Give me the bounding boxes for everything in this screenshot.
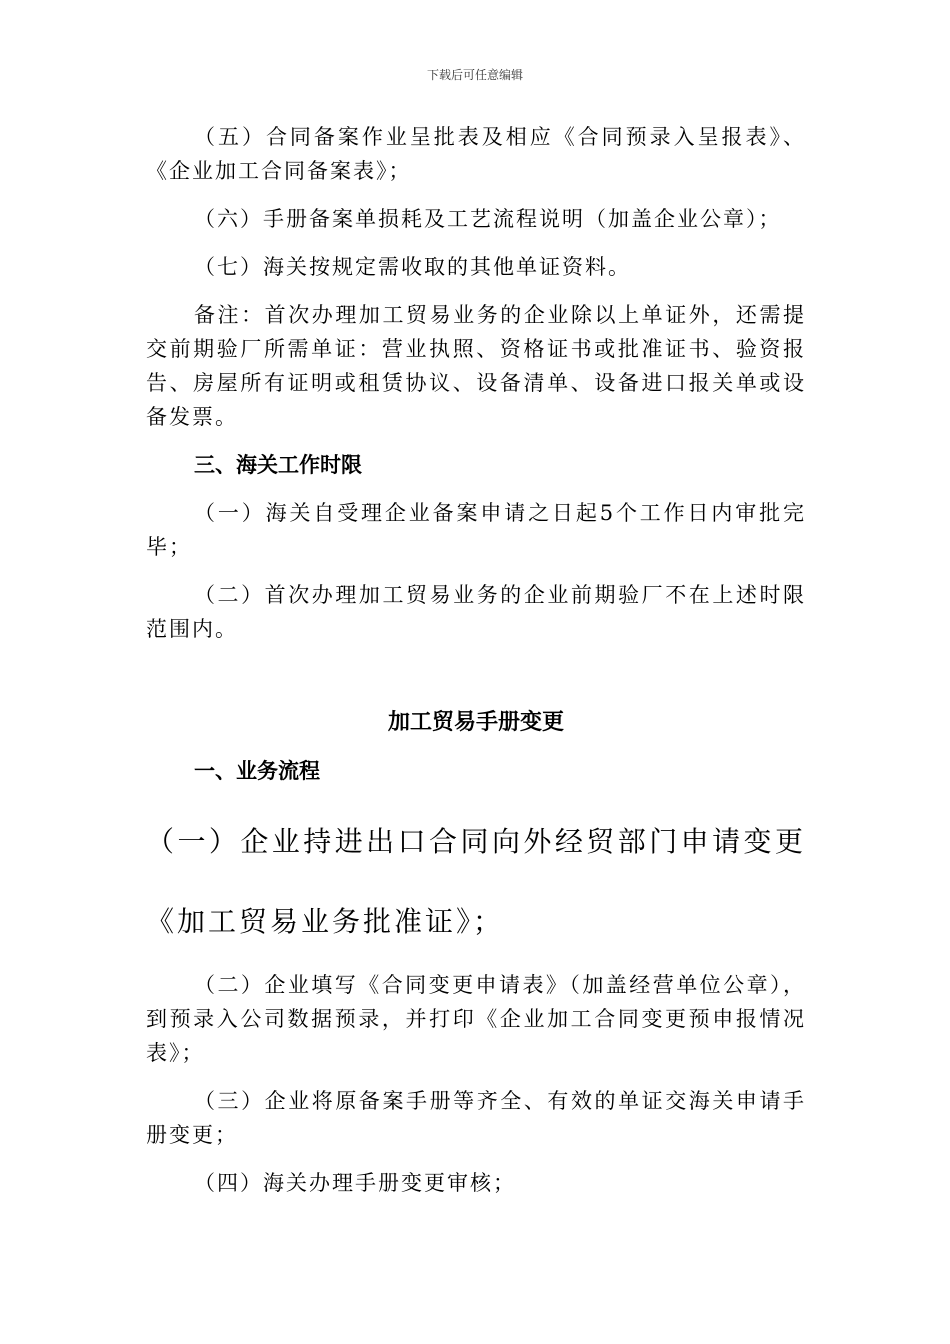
process-item-4: （四）海关办理手册变更审核； bbox=[194, 1171, 516, 1195]
process-item-1: （一）企业持进出口合同向外经贸部门申请变更《加工贸易业务批准证》； bbox=[146, 825, 806, 938]
paragraph-item-5: （五）合同备案作业呈批表及相应《合同预录入呈报表》、《企业加工合同备案表》； bbox=[146, 125, 806, 183]
section-heading-time-limit: 三、海关工作时限 bbox=[194, 453, 362, 477]
paragraph-item-6: （六）手册备案单损耗及工艺流程说明（加盖企业公章）； bbox=[194, 207, 782, 231]
section-heading-process: 一、业务流程 bbox=[194, 759, 320, 783]
page-header: 下载后可任意编辑 bbox=[426, 68, 523, 82]
paragraph-item-7: （七）海关按规定需收取的其他单证资料。 bbox=[194, 255, 631, 279]
process-item-3: （三）企业将原备案手册等齐全、有效的单证交海关申请手册变更； bbox=[146, 1089, 806, 1147]
document-body bbox=[146, 120, 806, 1214]
time-limit-item-1: （一）海关自受理企业备案申请之日起5个工作日内审批完毕； bbox=[146, 501, 806, 559]
time-limit-item-2: （二）首次办理加工贸易业务的企业前期验厂不在上述时限范围内。 bbox=[146, 583, 806, 641]
paragraph-note: 备注：首次办理加工贸易业务的企业除以上单证外，还需提交前期验厂所需单证：营业执照、资格证书或批准证书、验资报告、房屋所有证明或租赁协议、设备清单、设备进口报关单或设备发票。 bbox=[146, 303, 806, 429]
section-title-manual-change: 加工贸易手册变更 bbox=[387, 710, 564, 735]
process-item-2: （二）企业填写《合同变更申请表》（加盖经营单位公章），到预录入公司数据预录，并打印《企业加工合同变更预申报情况表》； bbox=[146, 973, 806, 1065]
